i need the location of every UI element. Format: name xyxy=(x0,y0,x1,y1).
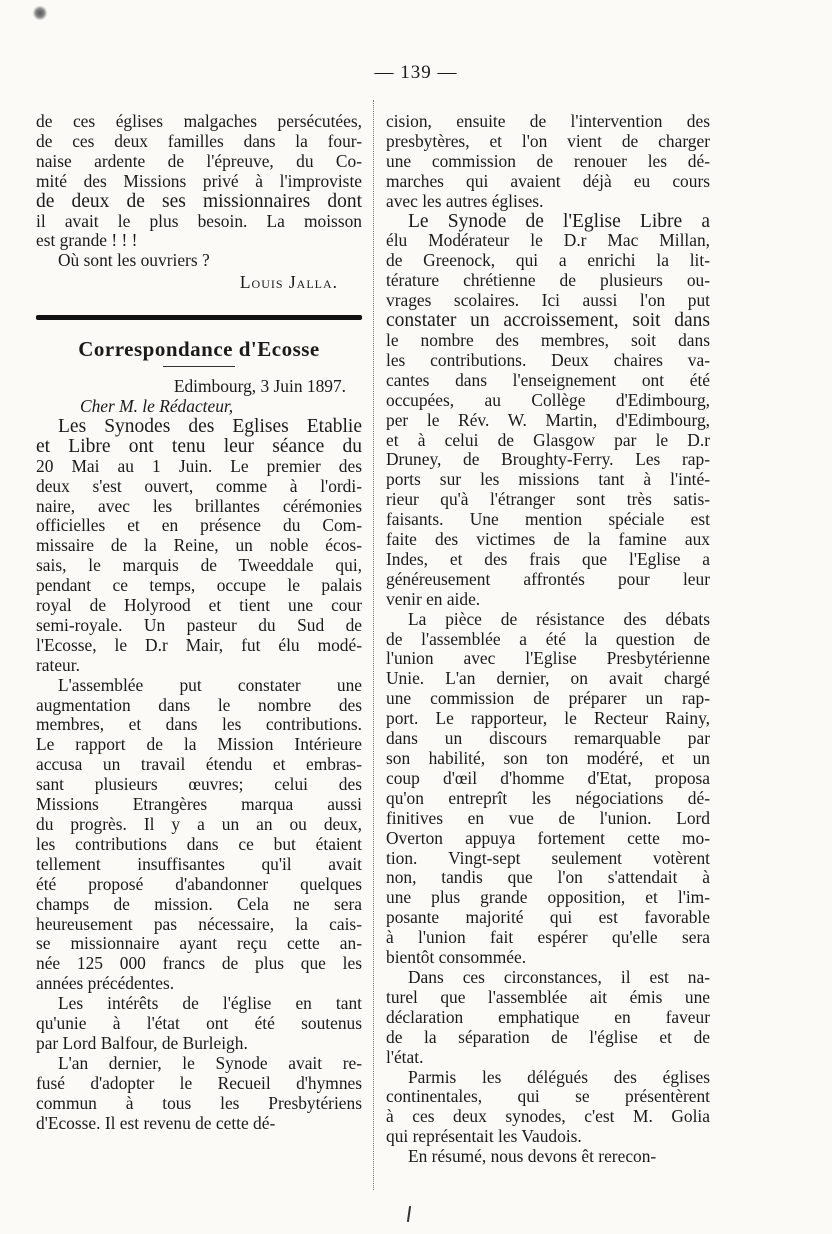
text-line: de deux de ses missionnaires dont xyxy=(36,190,362,212)
text-line: Unie. L'an dernier, on avait chargé xyxy=(386,668,710,689)
text-line: missaire de la Reine, un noble écos- xyxy=(36,535,362,556)
text-line: années précédentes. xyxy=(36,973,175,994)
text-line: posante majorité qui est favorable xyxy=(386,907,710,928)
paragraph xyxy=(36,417,362,676)
text-line: été proposé d'abandonner quelques xyxy=(36,873,362,894)
text-line: 20 Mai au 1 Juin. Le premier des xyxy=(36,455,362,476)
column-divider xyxy=(373,100,374,1190)
text-line: finitives en vue de l'union. Lord xyxy=(386,807,710,828)
text-line: Missions Etrangères marqua aussi xyxy=(36,794,362,815)
text-line: augmentation dans le nombre des xyxy=(36,694,362,715)
text-line: Druney, de Broughty-Ferry. Les rap- xyxy=(386,449,710,470)
text-line: dans un discours remarquable par xyxy=(386,728,710,749)
text-line: l'union avec l'Eglise Presbytérienne xyxy=(386,648,710,669)
paragraph xyxy=(386,112,710,212)
text-line: deux s'est ouvert, comme à l'ordi- xyxy=(36,475,362,496)
title-underline xyxy=(163,366,235,367)
text-line: commun à tous les Presbytériens xyxy=(36,1092,362,1113)
text-line: vrages scolaires. Ici aussi l'on put xyxy=(386,290,710,311)
text-line: presbytères, et l'on vient de charger xyxy=(386,130,710,151)
signature: Louis Jalla. xyxy=(239,272,338,293)
section-separator xyxy=(36,315,362,320)
text-line: venir en aide. xyxy=(386,588,481,609)
paragraph xyxy=(386,212,710,610)
text-line: de l'assemblée a été la question de xyxy=(386,628,710,649)
bottom-mark xyxy=(407,1206,411,1222)
text-line: continentales, qui se présentèrent xyxy=(386,1086,710,1107)
text-line: heureusement pas nécessaire, la cais- xyxy=(36,913,362,934)
text-line: faisants. Une mention spéciale est xyxy=(386,509,710,530)
text-line: turel que l'assemblée ait émis une xyxy=(386,986,710,1007)
text-line: accusa un travail étendu et embras- xyxy=(36,754,362,775)
text-line: térature chrétienne de plusieurs ou- xyxy=(386,270,710,291)
text-line: naire, avec les brillantes cérémonies xyxy=(36,495,362,516)
text-line: Les Synodes des Eglises Etablie xyxy=(58,415,362,437)
text-line: membres, et dans les contributions. xyxy=(36,714,362,735)
section-title: Correspondance d'Ecosse xyxy=(78,337,320,362)
text-line: tion. Vingt-sept seulement votèrent xyxy=(386,847,710,868)
text-line: champs de mission. Cela ne sera xyxy=(36,893,362,914)
text-line: Les intérêts de l'église en tant xyxy=(58,993,362,1014)
text-line: naise ardente de l'épreuve, du Co- xyxy=(36,150,362,171)
text-line: les contributions dans ce but étaient xyxy=(36,833,362,854)
text-line: est grande ! ! ! xyxy=(36,230,138,251)
text-line: déclaration emphatique en faveur xyxy=(386,1006,710,1027)
text-line: de ces églises malgaches persécutées, xyxy=(36,111,362,131)
text-line: de Greenock, qui a enrichi la lit- xyxy=(386,250,710,271)
text-line: l'état. xyxy=(386,1046,424,1067)
page-number: — 139 — xyxy=(374,62,458,83)
text-line: constater un accroissement, soit dans xyxy=(386,310,710,332)
text-line: qui représentait les Vaudois. xyxy=(386,1126,582,1147)
text-line: une commission de renouer les dé- xyxy=(386,150,710,171)
text-line: cantes dans l'enseignement ont été xyxy=(386,369,710,390)
text-line: Parmis les délégués des églises xyxy=(408,1066,710,1087)
text-line: et Libre ont tenu leur séance du xyxy=(36,435,362,457)
text-line: Le Synode de l'Eglise Libre a xyxy=(408,210,710,232)
left-article-body xyxy=(36,417,362,1134)
text-line: marches qui avaient déjà eu cours xyxy=(386,170,710,191)
text-line: tellement insuffisantes qu'il avait xyxy=(36,853,362,874)
intro-paragraph xyxy=(36,112,362,251)
right-column xyxy=(386,112,710,1167)
left-column xyxy=(36,112,362,1134)
text-line: du progrès. Il y a un an ou deux, xyxy=(36,814,362,834)
text-line: Overton appuya fortement cette mo- xyxy=(386,827,710,848)
corner-smudge xyxy=(32,6,48,20)
text-line: une plus grande opposition, et l'im- xyxy=(386,887,710,908)
paragraph xyxy=(386,968,710,1068)
text-line: se missionnaire ayant reçu cette an- xyxy=(36,933,362,954)
text-line: rateur. xyxy=(36,654,80,675)
text-line: élu Modérateur le D.r Mac Millan, xyxy=(386,230,710,251)
text-line: semi-royale. Un pasteur du Sud de xyxy=(36,614,362,635)
right-article-body xyxy=(386,112,710,1167)
closing-line: Où sont les ouvriers ? xyxy=(58,250,210,271)
text-line: fusé d'adopter le Recueil d'hymnes xyxy=(36,1072,362,1093)
text-line: sais, le marquis de Tweeddale qui, xyxy=(36,555,362,576)
paragraph xyxy=(36,676,362,995)
text-line: à ces deux synodes, c'est M. Golia xyxy=(386,1106,710,1127)
text-line: mité des Missions privé à l'improviste xyxy=(36,170,362,191)
text-line: une commission de préparer un rap- xyxy=(386,688,710,709)
text-line: généreusement affrontés pour leur xyxy=(386,568,710,589)
paragraph xyxy=(386,610,710,968)
text-line: d'Ecosse. Il est revenu de cette dé- xyxy=(36,1112,276,1133)
text-line: qu'unie à l'état ont été soutenus xyxy=(36,1013,362,1034)
text-line: de ces deux familles dans la four- xyxy=(36,130,362,151)
dateline: Edimbourg, 3 Juin 1897. xyxy=(173,376,346,397)
text-line: son habilité, son ton modéré, et un xyxy=(386,748,710,768)
text-line: ports sur les missions tant à l'inté- xyxy=(386,469,710,490)
text-line: qu'on entreprît les négociations dé- xyxy=(386,787,710,808)
paragraph xyxy=(386,1068,710,1148)
text-line: royal de Holyrood et tient une cour xyxy=(36,595,362,616)
text-line: sant plusieurs œuvres; celui des xyxy=(36,774,362,795)
text-line: par Lord Balfour, de Burleigh. xyxy=(36,1032,248,1053)
text-line: le nombre des membres, soit dans xyxy=(386,329,710,350)
text-line: l'Ecosse, le D.r Mair, fut élu modé- xyxy=(36,634,362,655)
text-line: les contributions. Deux chaires va- xyxy=(386,349,710,370)
text-line: occupées, au Collège d'Edimbourg, xyxy=(386,389,710,410)
text-line: bientôt consommée. xyxy=(386,947,527,968)
text-line: officielles et en présence du Com- xyxy=(36,515,362,536)
text-line: de la séparation de l'église et de xyxy=(386,1026,710,1047)
paragraph xyxy=(386,1147,710,1167)
text-line: née 125 000 francs de plus que les xyxy=(36,953,362,974)
text-line: per le Rév. W. Martin, d'Edimbourg, xyxy=(386,409,710,430)
text-line: L'an dernier, le Synode avait re- xyxy=(58,1052,362,1073)
text-line: pendant ce temps, occupe le palais xyxy=(36,575,362,596)
text-line: L'assemblée put constater une xyxy=(58,674,362,695)
text-line: Dans ces circonstances, il est na- xyxy=(408,966,710,987)
paragraph xyxy=(36,994,362,1054)
text-line: il avait le plus besoin. La moisson xyxy=(36,210,362,231)
text-line: avec les autres églises. xyxy=(386,190,544,211)
text-line: En résumé, nous devons êt rerecon- xyxy=(408,1146,657,1167)
salutation: Cher M. le Rédacteur, xyxy=(80,395,234,416)
text-line: faite des victimes de la famine aux xyxy=(386,529,710,550)
text-line: non, tandis que l'on s'attendait à xyxy=(386,867,710,888)
text-line: et à celui de Glasgow par le D.r xyxy=(386,429,710,450)
text-line: cision, ensuite de l'intervention des xyxy=(386,111,710,131)
text-line: à l'union fait espérer qu'elle sera xyxy=(386,927,710,948)
text-line: rieur qu'à l'étranger sont très satis- xyxy=(386,489,710,510)
text-line: Le rapport de la Mission Intérieure xyxy=(36,734,362,755)
text-line: port. Le rapporteur, le Recteur Rainy, xyxy=(386,708,710,729)
text-line: Indes, et des frais que l'Eglise a xyxy=(386,548,710,569)
text-line: coup d'œil d'homme d'Etat, proposa xyxy=(386,767,710,788)
paragraph xyxy=(36,1054,362,1134)
text-line: La pièce de résistance des débats xyxy=(408,608,710,629)
